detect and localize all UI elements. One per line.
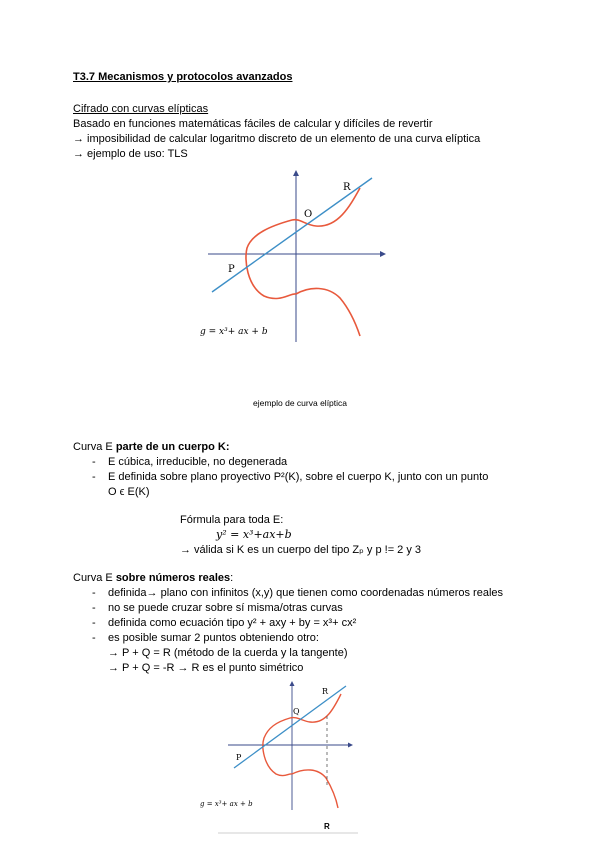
text-line: → ejemplo de uso: TLS (73, 148, 188, 160)
curve-equation: g = x³+ ax + b (200, 800, 253, 808)
text-line: → imposibilidad de calcular logaritmo discreto de un elemento de una curva elíptica (73, 133, 481, 145)
section-heading-ecc: Cifrado con curvas elípticas (73, 103, 209, 115)
list-item: es posible sumar 2 puntos obteniendo otro: (108, 632, 319, 644)
curve-equation: g = x³+ ax + b (200, 327, 268, 337)
bullet-dash: - (92, 587, 96, 599)
x-axis-arrow (380, 251, 386, 257)
sub-line: → P + Q = R (método de la cuerda y la tangente) (108, 647, 348, 659)
elliptic-curve-figure-1 (200, 168, 390, 348)
curve-lower-branch (296, 288, 360, 336)
curve-upper-branch (246, 188, 360, 299)
y-axis-arrow (290, 681, 295, 686)
bullet-dash: - (92, 617, 96, 629)
list-item-continuation: O ϵ E(K) (108, 486, 150, 498)
y-axis-arrow (293, 170, 299, 176)
section-heading-field: Curva E parte de un cuerpo K: (73, 441, 230, 453)
formula-title: Fórmula para toda E: (180, 514, 284, 526)
secant-line (234, 686, 346, 768)
formula: y² = x³+ax+b (216, 528, 292, 541)
text-line: Basado en funciones matemáticas fáciles de calcular y difíciles de revertir (73, 118, 433, 130)
list-item: definida como ecuación tipo y² + axy + by = x³+ cx² (108, 617, 357, 629)
x-axis-arrow (348, 743, 353, 748)
page-title: T3.7 Mecanismos y protocolos avanzados (73, 71, 293, 83)
point-r-bottom-label: R (324, 822, 330, 831)
secant-line (212, 178, 372, 292)
bullet-dash: - (92, 456, 96, 468)
bullet-dash: - (92, 632, 96, 644)
list-item: definida→ plano con infinitos (x,y) que tienen como coordenadas números reales (108, 587, 504, 599)
point-r-label: R (322, 687, 329, 696)
section-heading-reals: Curva E sobre números reales: (73, 572, 234, 584)
sub-line: → P + Q = -R → R es el punto simétrico (108, 662, 304, 674)
list-item: no se puede cruzar sobre sí misma/otras curvas (108, 602, 343, 614)
point-p-label: P (236, 753, 242, 762)
elliptic-curve-figure-2 (198, 680, 360, 836)
list-item: E cúbica, irreducible, no degenerada (108, 456, 288, 468)
point-p-label: P (228, 264, 235, 275)
point-q-label: Q (293, 707, 300, 716)
bullet-dash: - (92, 602, 96, 614)
list-item: E definida sobre plano proyectivo P²(K), sobre el cuerpo K, junto con un punto (108, 471, 489, 483)
curve-lower-branch (292, 770, 338, 808)
point-r-label: R (343, 182, 351, 193)
figure-caption: ejemplo de curva elíptica (252, 398, 348, 408)
formula-note: → válida si K es un cuerpo del tipo Zₚ y p != 2 y 3 (180, 544, 422, 556)
bullet-dash: - (92, 471, 96, 483)
curve-upper-branch (263, 694, 341, 776)
point-o-label: O (304, 209, 313, 220)
